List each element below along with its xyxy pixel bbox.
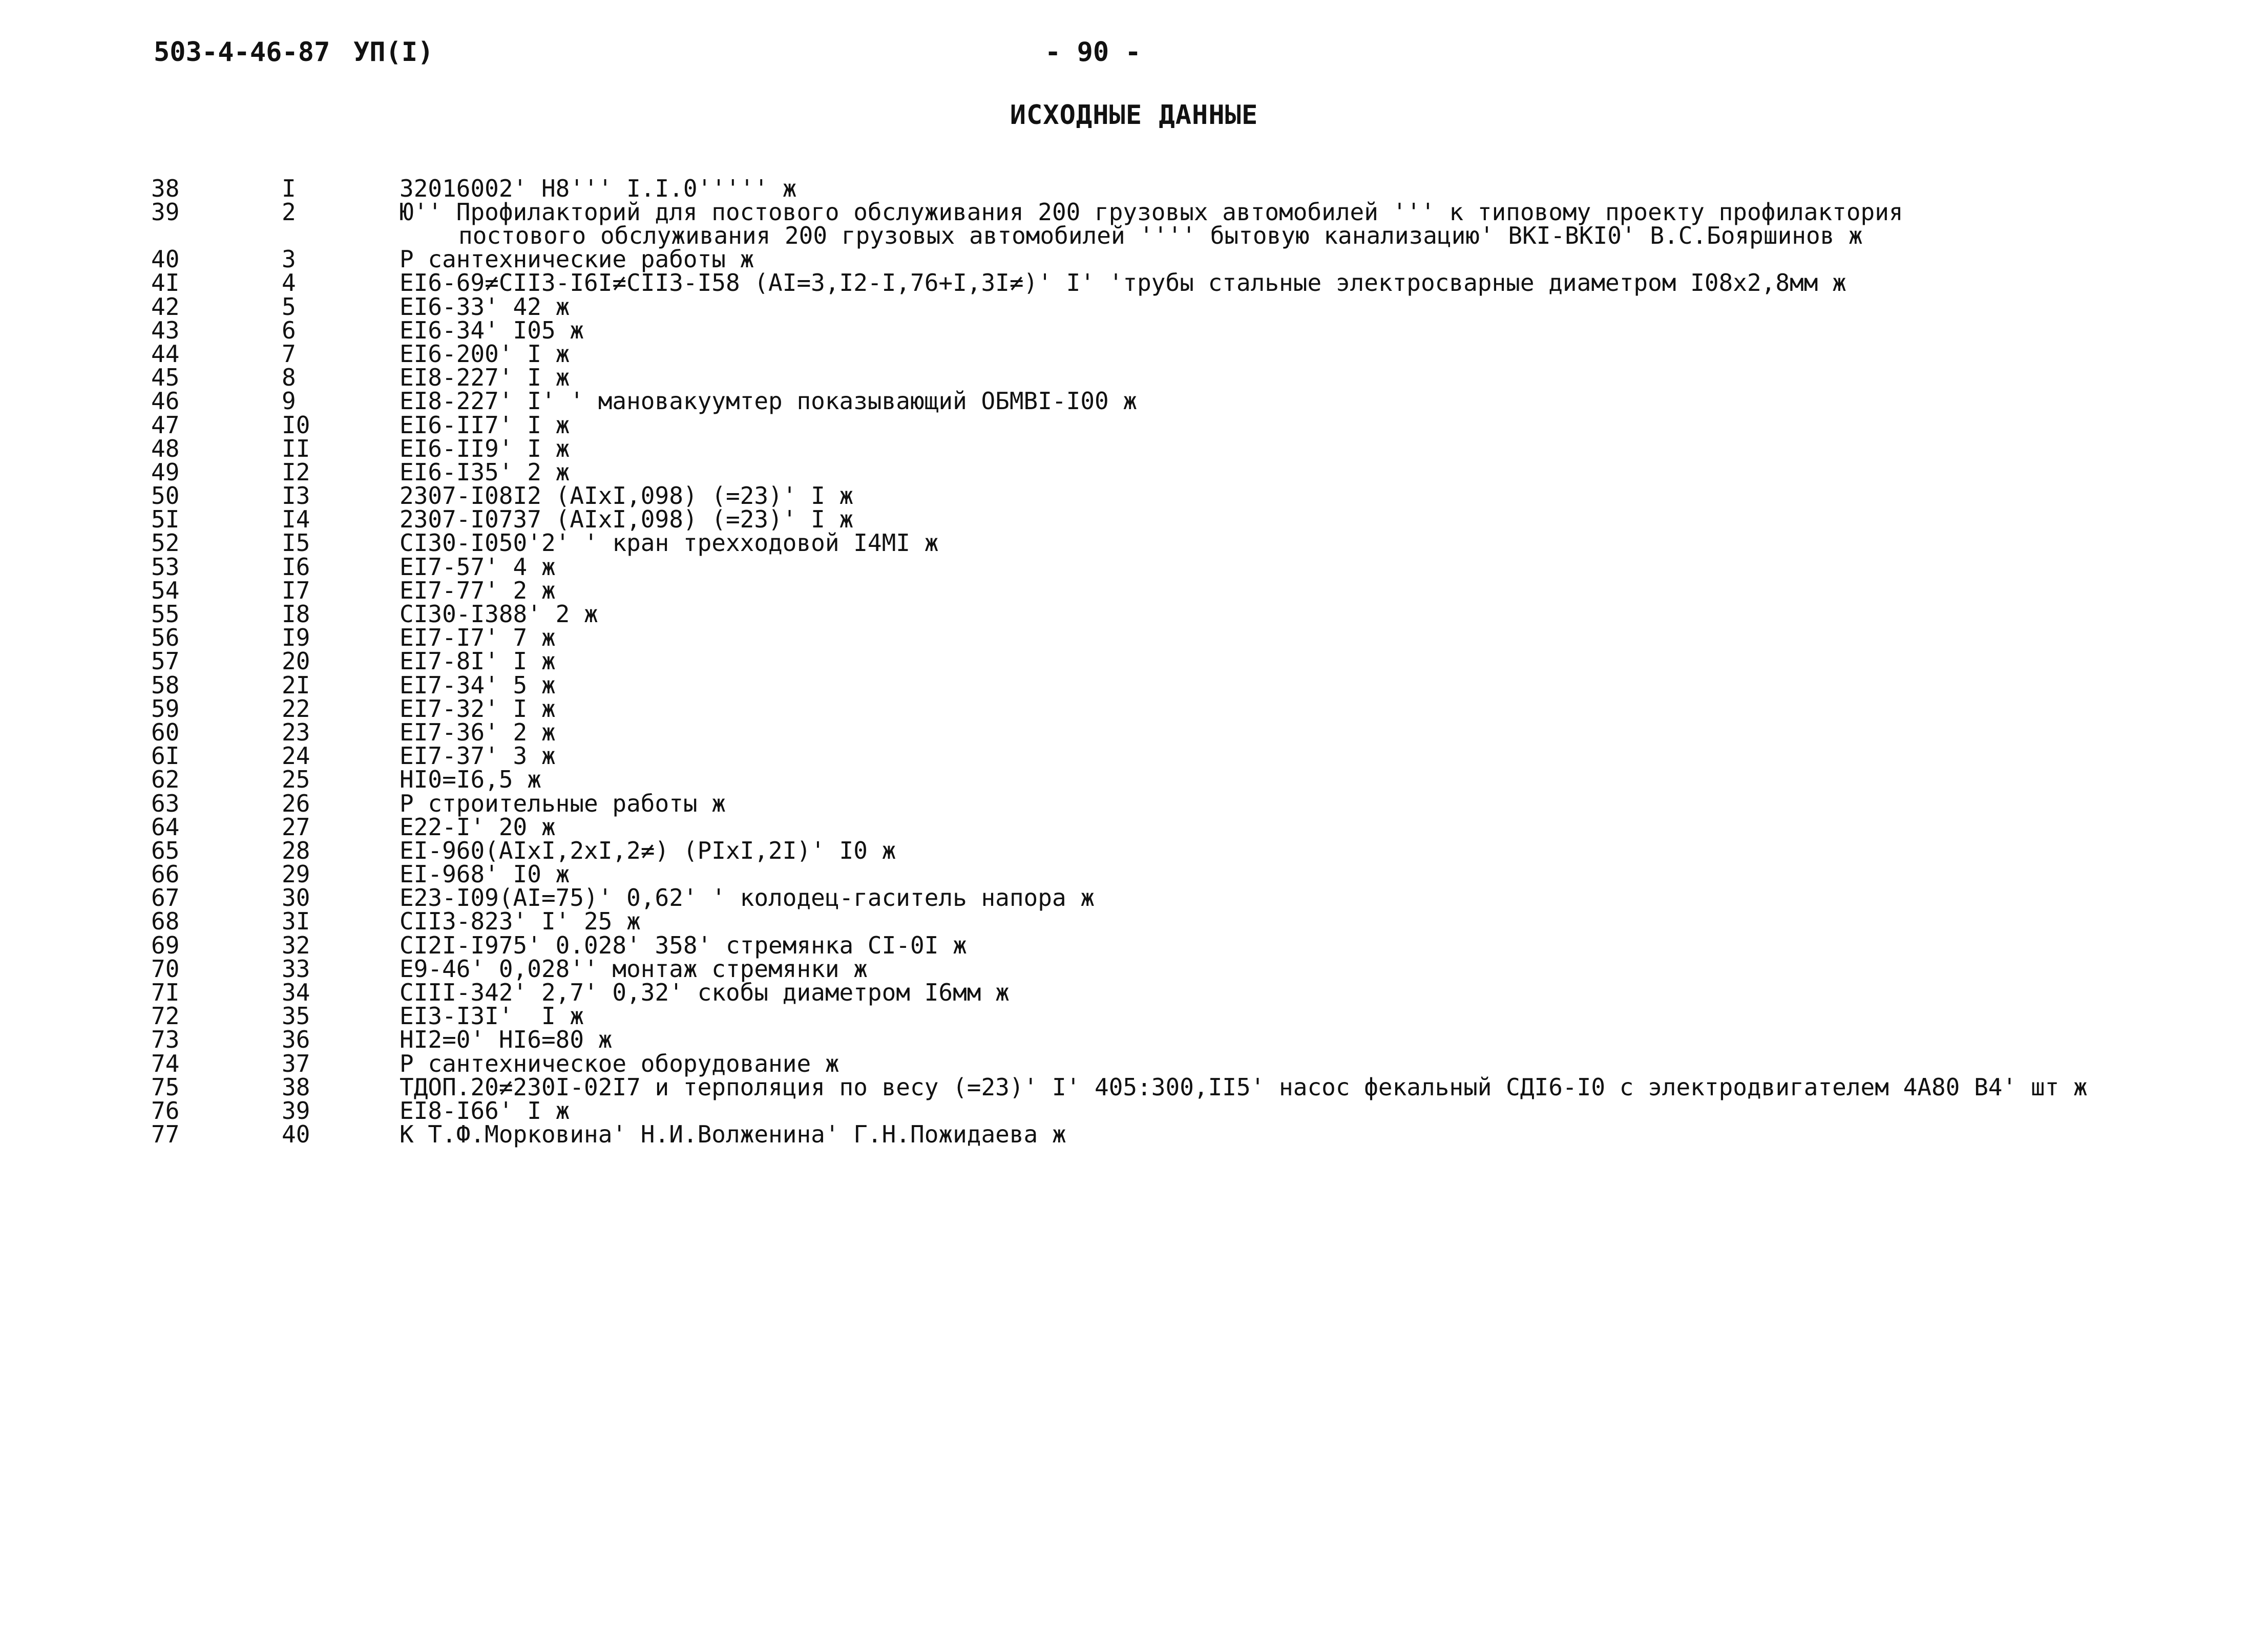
data-row <box>0 269 2268 297</box>
line-number: 75 <box>151 1073 180 1101</box>
row-text-line: ЕI6-200' I ж <box>400 340 570 368</box>
row-text-line: СI2I-I975' 0.028' 358' стремянка СI-0I ж <box>400 931 967 959</box>
data-row <box>0 505 2268 534</box>
row-text-line: ЕI7-34' 5 ж <box>400 671 556 699</box>
row-text-line: ЕI8-I66' I ж <box>400 1096 570 1125</box>
line-number: 65 <box>151 836 180 864</box>
line-number: 49 <box>151 458 180 486</box>
item-index: I9 <box>282 624 310 652</box>
data-row <box>0 316 2268 344</box>
data-row <box>0 884 2268 912</box>
row-text <box>400 1096 2243 1125</box>
data-row <box>0 602 2268 626</box>
item-index: 3 <box>282 245 296 273</box>
line-number: 59 <box>151 694 180 723</box>
row-text-line: ЕI7-77' 2 ж <box>400 576 556 604</box>
row-text-line: ЕI7-I7' 7 ж <box>400 624 556 652</box>
data-row <box>0 247 2268 271</box>
row-text <box>400 694 2243 723</box>
row-text-line: ЕI7-32' I ж <box>400 694 556 723</box>
row-text-line: СIII-342' 2,7' 0,32' скобы диаметром I6мм ж <box>400 979 1010 1006</box>
line-number: 73 <box>151 1026 180 1054</box>
item-index: 24 <box>282 742 310 770</box>
item-index: 28 <box>282 836 310 864</box>
item-index: 39 <box>282 1096 310 1125</box>
row-text-line: Е22-I' 20 ж <box>400 813 556 841</box>
row-text-line: К Т.Ф.Морковина' Н.И.Волженина' Г.Н.Пожидаева ж <box>400 1120 1066 1149</box>
row-text-line: ЕI6-II9' I ж <box>400 434 570 462</box>
item-index: I6 <box>282 553 310 581</box>
line-number: 7I <box>151 979 180 1006</box>
data-row <box>0 1049 2268 1077</box>
row-text <box>400 505 2243 534</box>
data-row <box>0 364 2268 392</box>
item-index: I7 <box>282 576 310 604</box>
row-text-line: ЕI7-36' 2 ж <box>400 718 556 746</box>
data-row <box>0 198 2268 250</box>
row-text-line: ЕI7-37' 3 ж <box>400 742 556 770</box>
row-text-line: Е9-46' 0,028'' монтаж стремянки ж <box>400 955 868 983</box>
row-text <box>400 720 2243 744</box>
row-text-line: 2307-I0737 (АIхI,098) (=23)' I ж <box>400 505 854 534</box>
line-number: 68 <box>151 907 180 936</box>
data-row <box>0 931 2268 959</box>
data-row <box>0 836 2268 864</box>
row-text <box>400 884 2243 912</box>
row-text <box>400 624 2243 652</box>
line-number: 60 <box>151 718 180 746</box>
data-row <box>0 1096 2268 1125</box>
line-number: 39 <box>151 198 180 226</box>
item-index: I4 <box>282 505 310 534</box>
item-index: 6 <box>282 316 296 344</box>
page-title: ИСХОДНЫЕ ДАННЫЕ <box>1010 100 1258 131</box>
data-row <box>0 177 2268 200</box>
data-row <box>0 413 2268 437</box>
row-text <box>400 907 2243 936</box>
item-index: 30 <box>282 884 310 912</box>
data-row <box>0 460 2268 484</box>
row-text-line: ТДОП.20≠230I-02I7 и терполяция по весу (=23)' I' 405:300,II5' насос фекальный СДI6-I0 с электродвигателем 4А80 В4' шт ж <box>400 1073 2088 1101</box>
row-text <box>400 981 2243 1004</box>
line-number: 58 <box>151 671 180 699</box>
line-number: 70 <box>151 955 180 983</box>
item-index: 29 <box>282 860 310 888</box>
line-number: 38 <box>151 175 180 202</box>
item-index: 20 <box>282 647 310 675</box>
item-index: 34 <box>282 979 310 1006</box>
line-number: 45 <box>151 364 180 392</box>
row-text-line: Р сантехническое оборудование ж <box>400 1049 839 1077</box>
line-number: 44 <box>151 340 180 368</box>
item-index: 2I <box>282 671 310 699</box>
data-row <box>0 673 2268 697</box>
line-number: 74 <box>151 1049 180 1077</box>
item-index: I2 <box>282 458 310 486</box>
row-text <box>400 292 2243 321</box>
row-text-line: ЕI7-57' 4 ж <box>400 553 556 581</box>
data-row <box>0 1004 2268 1028</box>
row-text <box>400 957 2243 981</box>
line-number: 53 <box>151 553 180 581</box>
row-text <box>400 364 2243 392</box>
line-number: 63 <box>151 789 180 817</box>
data-row <box>0 555 2268 579</box>
item-index: 27 <box>282 813 310 841</box>
row-text-line: СII3-823' I' 25 ж <box>400 907 641 936</box>
row-text-line: НI0=I6,5 ж <box>400 766 541 794</box>
row-text-line: 32016002' Н8''' I.I.0''''' ж <box>400 175 797 202</box>
data-row <box>0 957 2268 981</box>
data-row <box>0 862 2268 886</box>
line-number: 43 <box>151 316 180 344</box>
line-number: 64 <box>151 813 180 841</box>
row-text <box>400 815 2243 839</box>
line-number: 76 <box>151 1096 180 1125</box>
row-text-line: ЕI6-69≠СII3-I6I≠СII3-I58 (АI=3,I2-I,76+I,3I≠)' I' 'трубы стальные электросварные диаметром I08х2,8мм ж <box>400 269 1846 297</box>
data-row <box>0 624 2268 652</box>
item-index: I <box>282 175 296 202</box>
page-number: - 90 - <box>1045 37 1141 68</box>
row-text-line: Е23-I09(АI=75)' 0,62' ' колодец-гаситель напора ж <box>400 884 1095 912</box>
document-code: 503-4-46-87 <box>154 37 330 68</box>
data-row <box>0 907 2268 936</box>
line-number: 67 <box>151 884 180 912</box>
data-row <box>0 766 2268 794</box>
line-number: 52 <box>151 529 180 557</box>
item-index: 25 <box>282 766 310 794</box>
row-text <box>400 460 2243 484</box>
data-row <box>0 815 2268 839</box>
line-number: 72 <box>151 1002 180 1030</box>
line-number: 47 <box>151 411 180 439</box>
data-row <box>0 292 2268 321</box>
item-index: 38 <box>282 1073 310 1101</box>
data-row <box>0 981 2268 1004</box>
row-text-line: 2307-I08I2 (АIхI,098) (=23)' I ж <box>400 482 854 510</box>
line-number: 46 <box>151 387 180 415</box>
line-number: 66 <box>151 860 180 888</box>
row-text <box>400 269 2243 297</box>
row-text <box>400 316 2243 344</box>
row-text <box>400 789 2243 817</box>
item-index: 5 <box>282 292 296 321</box>
row-text <box>400 1120 2243 1149</box>
line-number: 69 <box>151 931 180 959</box>
item-index: I0 <box>282 411 310 439</box>
data-row <box>0 434 2268 462</box>
row-text <box>400 177 2243 200</box>
row-text-line: СI30-I388' 2 ж <box>400 600 598 628</box>
item-index: 26 <box>282 789 310 817</box>
row-text-line: СI30-I050'2' ' кран трехходовой I4МI ж <box>400 529 939 557</box>
row-text-line: ЕI6-I35' 2 ж <box>400 458 570 486</box>
item-index: 3I <box>282 907 310 936</box>
line-number: 40 <box>151 245 180 273</box>
line-number: 42 <box>151 292 180 321</box>
row-text-line: ЕI8-227' I' ' мановакуумтер показывающий ОБМВI-I00 ж <box>400 387 1138 415</box>
item-index: 7 <box>282 340 296 368</box>
item-index: 4 <box>282 269 296 297</box>
row-text <box>400 413 2243 437</box>
item-index: 2 <box>282 198 296 226</box>
line-number: 56 <box>151 624 180 652</box>
row-text <box>400 1026 2243 1054</box>
row-text-line: Р сантехнические работы ж <box>400 245 754 273</box>
data-row <box>0 789 2268 817</box>
row-text-line: ЕI6-II7' I ж <box>400 411 570 439</box>
row-text <box>400 744 2243 768</box>
item-index: 36 <box>282 1026 310 1054</box>
line-number: 62 <box>151 766 180 794</box>
row-text <box>400 434 2243 462</box>
row-text <box>400 1075 2243 1099</box>
line-number: 48 <box>151 434 180 462</box>
data-row <box>0 531 2268 555</box>
row-text <box>400 342 2243 366</box>
line-number: 50 <box>151 482 180 510</box>
row-text <box>400 531 2243 555</box>
row-text <box>400 836 2243 864</box>
data-row <box>0 389 2268 413</box>
item-index: 40 <box>282 1120 310 1149</box>
data-row <box>0 720 2268 744</box>
line-number: 54 <box>151 576 180 604</box>
row-text-line: ЕI6-34' I05 ж <box>400 316 584 344</box>
row-text <box>400 555 2243 579</box>
row-text <box>400 1004 2243 1028</box>
row-text-line: ЕI7-8I' I ж <box>400 647 556 675</box>
item-index: 22 <box>282 694 310 723</box>
line-number: 4I <box>151 269 180 297</box>
row-text <box>400 649 2243 673</box>
row-text <box>400 247 2243 271</box>
row-text <box>400 576 2243 604</box>
data-row <box>0 1075 2268 1099</box>
item-index: II <box>282 434 310 462</box>
line-number: 6I <box>151 742 180 770</box>
item-index: 33 <box>282 955 310 983</box>
item-index: I5 <box>282 529 310 557</box>
row-text <box>400 931 2243 959</box>
item-index: I8 <box>282 600 310 628</box>
row-text <box>400 1049 2243 1077</box>
item-index: 35 <box>282 1002 310 1030</box>
item-index: 8 <box>282 364 296 392</box>
data-row <box>0 342 2268 366</box>
row-text-line: ЕI6-33' 42 ж <box>400 292 570 321</box>
item-index: 23 <box>282 718 310 746</box>
row-text-continuation: постового обслуживания 200 грузовых автомобилей '''' бытовую канализацию' ВКI-ВКI0' В.С.Бояршинов ж <box>458 222 1863 250</box>
row-text-line: Ю'' Профилакторий для постового обслуживания 200 грузовых автомобилей ''' к типовому проекту профилактория <box>400 198 1903 226</box>
data-row <box>0 694 2268 723</box>
data-row <box>0 482 2268 510</box>
data-row <box>0 744 2268 768</box>
row-text <box>400 602 2243 626</box>
row-text-line: ЕI-960(АIхI,2хI,2≠) (РIхI,2I)' I0 ж <box>400 836 896 864</box>
row-text-line: ЕI3-I3I' I ж <box>400 1002 584 1030</box>
data-listing <box>0 175 2268 1149</box>
line-number: 55 <box>151 600 180 628</box>
row-text-line: ЕI-968' I0 ж <box>400 860 570 888</box>
line-number: 57 <box>151 647 180 675</box>
row-text-line: НI2=0' НI6=80 ж <box>400 1026 613 1054</box>
row-text <box>400 389 2243 413</box>
data-row <box>0 1120 2268 1149</box>
item-index: I3 <box>282 482 310 510</box>
item-index: 32 <box>282 931 310 959</box>
item-index: 37 <box>282 1049 310 1077</box>
line-number: 5I <box>151 505 180 534</box>
row-text-line: ЕI8-227' I ж <box>400 364 570 392</box>
row-text <box>400 862 2243 886</box>
item-index: 9 <box>282 387 296 415</box>
row-text <box>400 482 2243 510</box>
row-text-line: Р строительные работы ж <box>400 789 726 817</box>
line-number: 77 <box>151 1120 180 1149</box>
data-row <box>0 649 2268 673</box>
row-text <box>400 673 2243 697</box>
data-row <box>0 576 2268 604</box>
data-row <box>0 1026 2268 1054</box>
sheet-label: УП(I) <box>353 37 434 68</box>
row-text <box>400 198 2243 250</box>
row-text <box>400 766 2243 794</box>
